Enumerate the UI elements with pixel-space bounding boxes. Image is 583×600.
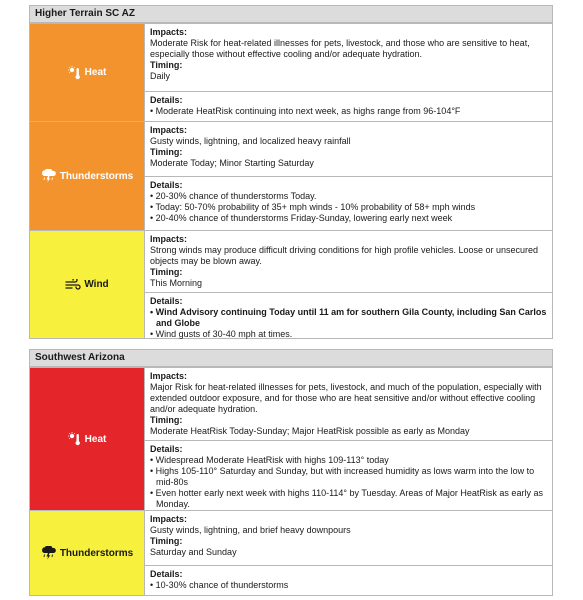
hazard-content [145,24,552,121]
hazard-label-heat [30,24,145,121]
hazard-block-thunderstorms [29,121,553,231]
impacts-label: Impacts: [150,234,188,244]
details-label: Details: [150,180,183,190]
details-list [150,191,547,224]
timing-text: This Morning [150,278,203,288]
impacts-text: Major Risk for heat-related illnesses for pets, livestock, and much of the population, especially with extended outdoor exposure, and for those who are heat sensitive and/or without effective cooling and/or adequate hydration. [150,382,542,414]
timing-label: Timing: [150,147,183,157]
details-item: • Wind Advisory continuing Today until 11 am for southern Gila County, including San Carlos and Globe [150,307,547,329]
hazard-name: Wind [84,279,109,290]
details-label: Details: [150,296,183,306]
impacts-text: Strong winds may produce difficult driving conditions for high profile vehicles. Loose or unsecured objects may be blown away. [150,245,539,266]
impacts-text: Gusty winds, lightning, and localized heavy rainfall [150,136,351,146]
timing-label: Timing: [150,415,183,425]
hazard-content [145,231,552,338]
impacts-text: Gusty winds, lightning, and brief heavy downpours [150,525,351,535]
details-item: • Widespread Moderate HeatRisk with highs 109-113° today [150,455,547,466]
thunderstorm-icon [41,546,57,560]
hazard-block-heat-southwest [29,367,553,511]
details-label: Details: [150,569,183,579]
impacts-label: Impacts: [150,514,188,524]
impacts-label: Impacts: [150,125,188,135]
details-item: • 20-30% chance of thunderstorms Today. [150,191,547,202]
hazard-content [145,511,552,595]
timing-text: Daily [150,71,171,81]
hazard-label-heat [30,368,145,510]
details-list [150,307,547,340]
details-label: Details: [150,95,183,105]
impacts-label: Impacts: [150,27,188,37]
hazard-label-wind [30,231,145,338]
wind-icon [65,279,81,291]
heat-icon [68,66,82,80]
timing-text: Moderate HeatRisk Today-Sunday; Major HeatRisk possible as early as Monday [150,426,470,436]
timing-text: Moderate Today; Minor Starting Saturday [150,158,314,168]
hazard-label-thunderstorms [30,511,145,595]
hazard-label-thunderstorms [30,122,145,230]
thunderstorm-icon [41,169,57,183]
timing-label: Timing: [150,267,183,277]
details-item: • 20-40% chance of thunderstorms Friday-Sunday, lowering early next week [150,213,547,224]
hazard-content [145,122,552,230]
hazard-content [145,368,552,510]
details-item: • Highs 105-110° Saturday and Sunday, but with increased humidity as lows warm into the low to mid-80s [150,466,547,488]
details-item: • Moderate HeatRisk continuing into next week, as highs range from 96-104°F [150,106,547,117]
timing-text: Saturday and Sunday [150,547,237,557]
details-list [150,455,547,510]
details-item: • 10-30% chance of thunderstorms [150,580,547,591]
hazard-block-heat [29,23,553,122]
details-item: • Even hotter early next week with highs 110-114° by Tuesday. Areas of Major HeatRisk as early as Monday. [150,488,547,510]
hazard-block-wind [29,230,553,339]
impacts-label: Impacts: [150,371,188,381]
details-list [150,106,547,117]
timing-label: Timing: [150,536,183,546]
hazard-name: Thunderstorms [59,170,134,182]
hazard-name: Heat [84,433,107,445]
hazard-block-thunderstorms-southwest [29,510,553,596]
hazard-name: Thunderstorms [59,547,134,559]
section-title-higher-terrain: Higher Terrain SC AZ [29,5,553,23]
details-item: • Today: 50-70% probability of 35+ mph winds - 10% probability of 58+ mph winds [150,202,547,213]
section-title-southwest-arizona: Southwest Arizona [29,349,553,367]
impacts-text: Moderate Risk for heat-related illnesses for pets, livestock, and those who are sensitive to heat, especially those without effective cooling and/or adequate hydration. [150,38,530,59]
hazard-name: Heat [84,67,107,78]
details-list [150,580,547,591]
timing-label: Timing: [150,60,183,70]
details-item: • Wind gusts of 30-40 mph at times. [150,329,547,340]
details-label: Details: [150,444,183,454]
heat-icon [68,432,82,446]
